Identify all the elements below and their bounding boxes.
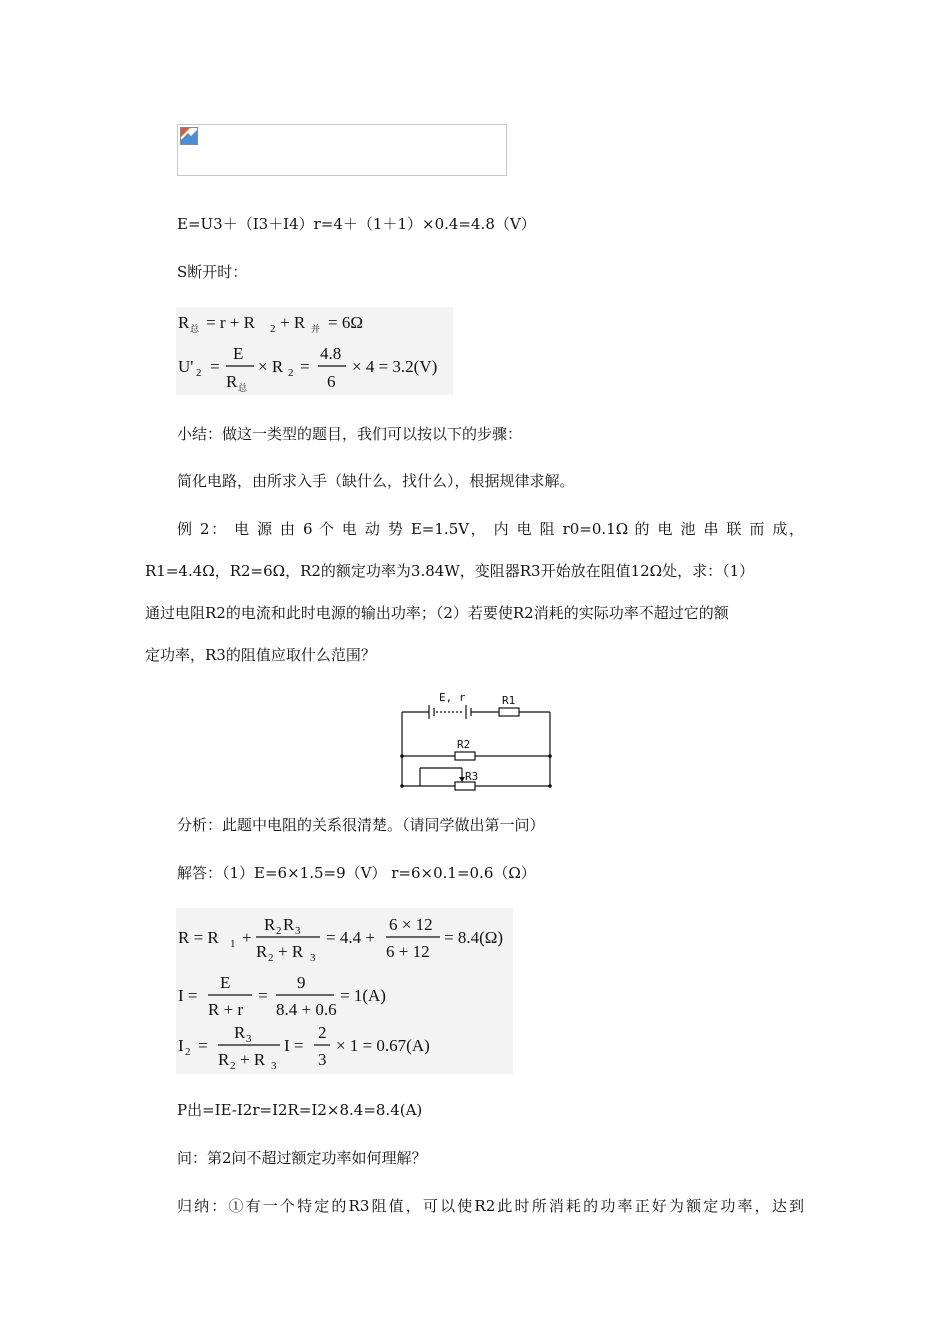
example2-line-1: 例 2： 电 源 由 6 个 电 动 势 E=1.5V， 内 电 阻 r0=0.1Ω 的 电 池 串 联 而 成， [177, 520, 804, 538]
s-open-line: S断开时： [177, 263, 248, 281]
eq1-frac-den: R [226, 372, 238, 391]
eq1-times-r2: × R [258, 357, 284, 376]
eq2-i-num2: 9 [297, 973, 306, 992]
eq2-r-num-s2: 2 [276, 925, 282, 937]
eq2-r-den-s2: 2 [268, 952, 274, 964]
eq2-r-den-s3: 3 [310, 952, 316, 964]
answer-line: 解答：（1）E=6×1.5=9（V） r=6×0.1=0.6（Ω） [177, 864, 536, 882]
eq1-r-total-sub: 总 [190, 324, 200, 334]
eq2-i2-den: R [218, 1050, 230, 1069]
e-formula-line: E=U3＋（I3＋I4）r=4＋（1＋1）×0.4=4.8（V） [177, 215, 536, 233]
eq2-i-val: = 1(A) [340, 986, 386, 1005]
eq1-plus-r: + R [280, 313, 306, 332]
eq2-r-sub1: 1 [230, 938, 236, 950]
eq2-i2-lhs: I [178, 1036, 184, 1055]
eq2-i2-sub: 2 [185, 1046, 191, 1058]
analysis-line: 分析：此题中电阻的关系很清楚。（请同学做出第一问） [177, 816, 545, 834]
circuit-diagram [394, 688, 558, 792]
eq2-r-val: = 8.4(Ω) [444, 928, 504, 947]
eq1-num-48: 4.8 [320, 344, 342, 363]
broken-image-placeholder [177, 124, 507, 176]
eq2-i2-den-s2: 2 [230, 1060, 236, 1072]
eq2-r-lhs: R = R [178, 928, 219, 947]
eq2-i-lhs: I = [178, 986, 198, 1005]
eq2-r-num2: 6 × 12 [389, 915, 433, 934]
eq2-i2-den-plus: + R [240, 1050, 266, 1069]
eq2-i-eq: = [258, 986, 268, 1005]
eq1-u2: U' [178, 357, 194, 376]
eq1-r-total-val: = 6Ω [328, 313, 363, 332]
broken-image-icon [180, 127, 198, 145]
eq2-r-den: R [256, 942, 268, 961]
example2-line-2: R1=4.4Ω，R2=6Ω，R2的额定功率为3.84W，变阻器R3开始放在阻值12Ω处，求：（1） [145, 562, 755, 580]
circuit-r2-label: R2 [457, 738, 471, 751]
eq2-r-num-r: R [283, 915, 295, 934]
eq2-plus: + [242, 928, 252, 947]
eq2-r-den-plus: + R [278, 942, 304, 961]
eq2-i2-eq: = [198, 1036, 208, 1055]
eq2-i-den: R + r [208, 1000, 244, 1019]
eq1-sub2: 2 [270, 323, 276, 335]
conclusion-line: 归纳：①有一个特定的R3阻值，可以使R2此时所消耗的功率正好为额定功率，达到 [177, 1197, 804, 1215]
eq1-sub-bing: 并 [311, 324, 321, 334]
eq1-times-r2-sub: 2 [288, 367, 294, 379]
circuit-r3-label: R3 [465, 770, 479, 783]
equation-image-2 [176, 908, 513, 1074]
eq2-i2-num2: 2 [318, 1023, 327, 1042]
eq2-i2-val: × 1 = 0.67(A) [336, 1036, 430, 1055]
eq1-r-total: R [178, 313, 190, 332]
simplify-line: 简化电路，由所求入手（缺什么，找什么），根据规律求解。 [177, 472, 575, 490]
eq2-i2-den2: 3 [318, 1050, 327, 1069]
p-out-line: P出=IE-I2r=I2R=I2×8.4=8.4(A) [177, 1101, 423, 1119]
eq2-i2-num: R [234, 1023, 246, 1042]
question-line: 问：第2问不超过额定功率如何理解？ [177, 1149, 427, 1167]
circuit-source-label: E, r [439, 691, 466, 704]
eq1-frac-den-sub: 总 [238, 383, 248, 393]
eq1-rhs: = r + R [206, 313, 255, 332]
eq2-i-num: E [220, 973, 231, 992]
eq1-eq2: = [300, 357, 310, 376]
eq2-i2-den-s3: 3 [271, 1060, 277, 1072]
eq1-tail: × 4 = 3.2(V) [352, 357, 438, 376]
eq1-u2-sub: 2 [196, 367, 202, 379]
eq2-i2-mid: I = [284, 1036, 304, 1055]
eq2-i2-num-s: 3 [246, 1033, 252, 1045]
circuit-r1-label: R1 [502, 694, 516, 707]
eq2-i-den2: 8.4 + 0.6 [276, 1000, 337, 1019]
eq1-den-6: 6 [327, 372, 336, 391]
eq2-r-den2: 6 + 12 [386, 942, 430, 961]
eq2-r-num: R [264, 915, 276, 934]
eq1-eq: = [210, 357, 220, 376]
eq2-r-num-s3: 3 [295, 925, 301, 937]
summary-line: 小结：做这一类型的题目，我们可以按以下的步骤： [177, 425, 523, 443]
example2-line-4: 定功率，R3的阻值应取什么范围？ [145, 646, 376, 664]
eq2-r-mid: = 4.4 + [326, 928, 375, 947]
equation-image-1 [176, 307, 453, 395]
example2-line-3: 通过电阻R2的电流和此时电源的输出功率；（2）若要使R2消耗的实际功率不超过它的额 [145, 604, 729, 622]
eq1-frac-num: E [233, 344, 244, 363]
